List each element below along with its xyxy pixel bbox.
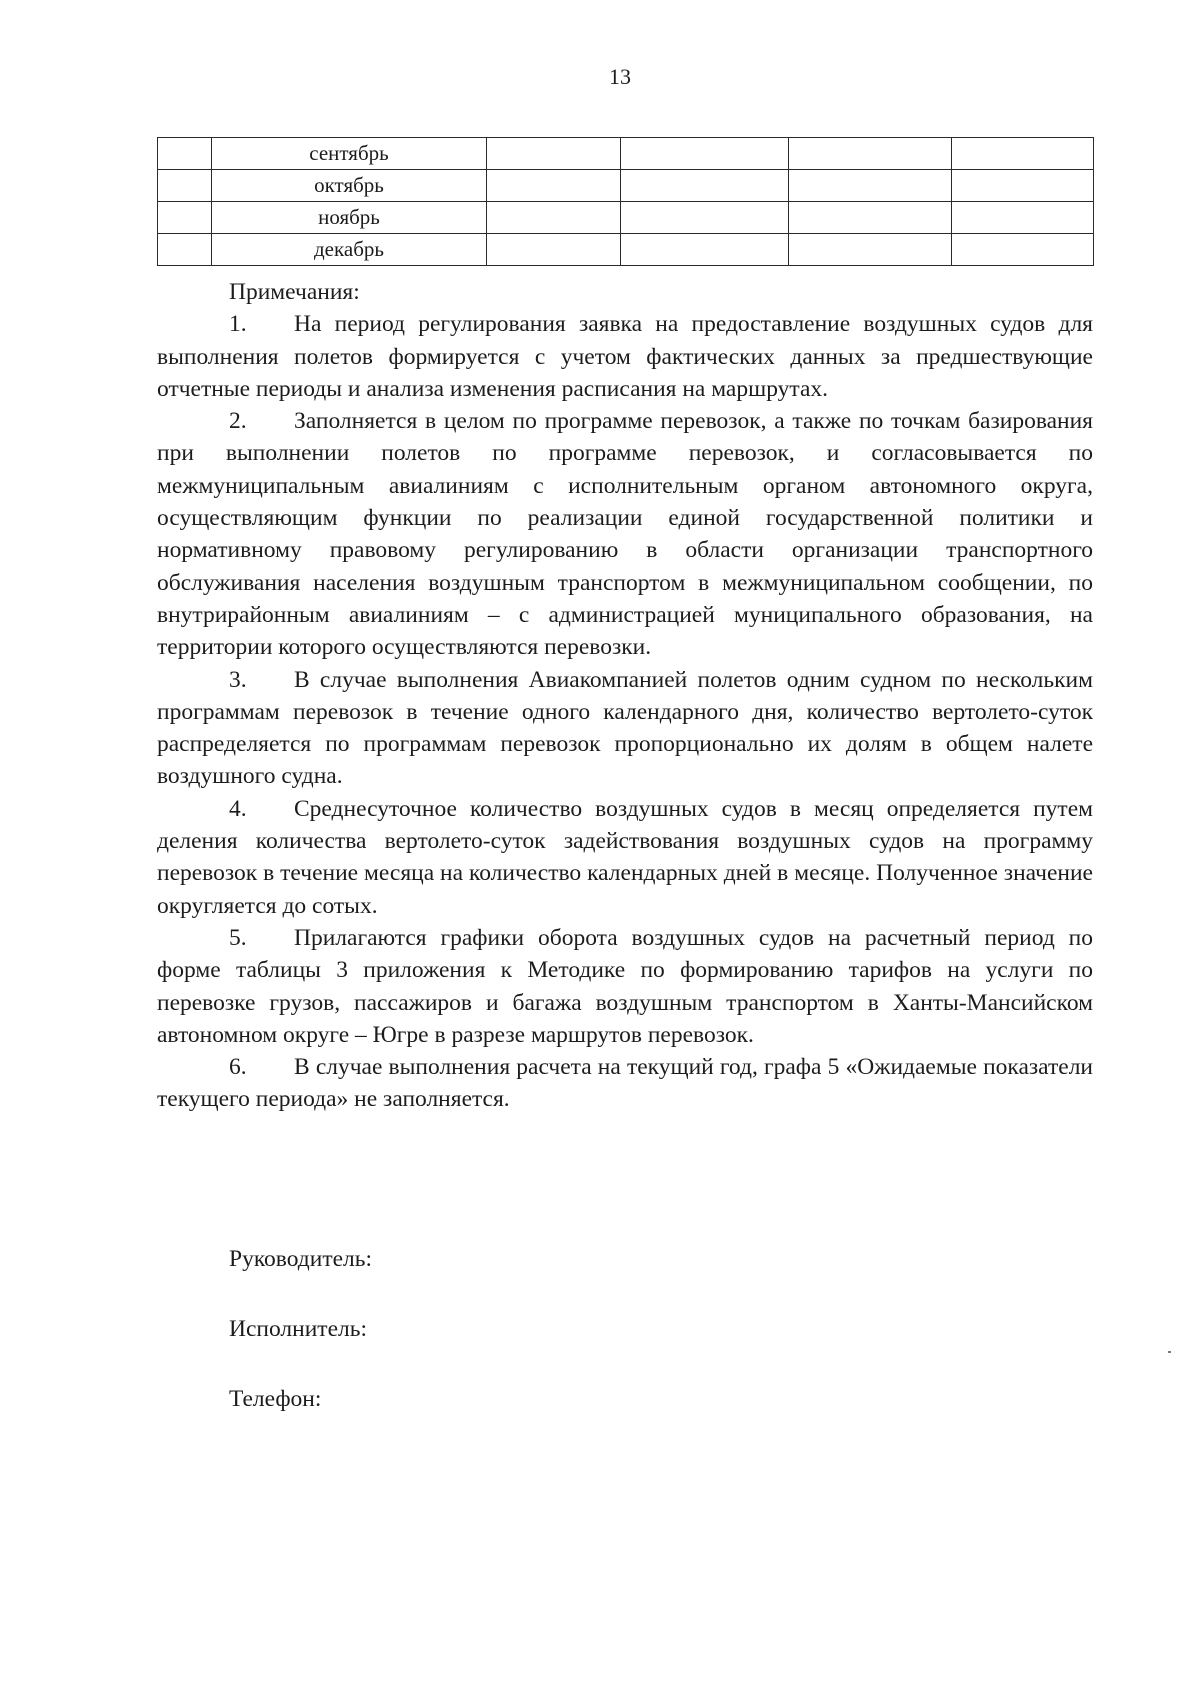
note-item bbox=[157, 1051, 1093, 1116]
note-item bbox=[157, 793, 1093, 922]
value-cell bbox=[952, 202, 1094, 234]
value-cell bbox=[487, 170, 621, 202]
table-row bbox=[158, 202, 1094, 234]
note-text: В случае выполнения Авиакомпанией полетов одним судном по нескольким программам перевозок в течение одного календарного дня, количество вертолето-суток распределяется по программам перевозок пропорционально их долям в общем налете воздушного судна. bbox=[157, 666, 1093, 790]
month-cell: сентябрь bbox=[212, 138, 487, 170]
value-cell bbox=[621, 138, 789, 170]
month-cell: октябрь bbox=[212, 170, 487, 202]
value-cell bbox=[952, 170, 1094, 202]
value-cell bbox=[621, 170, 789, 202]
note-text: Прилагаются графики оборота воздушных судов на расчетный период по форме таблицы 3 приложения к Методике по формированию тарифов на услуги по перевозке грузов, пассажиров и багажа воздушным транспортом в Ханты-Мансийском автономном округе – Югре в разрезе маршрутов перевозок. bbox=[157, 924, 1093, 1048]
note-item bbox=[157, 922, 1093, 1051]
value-cell bbox=[487, 234, 621, 266]
value-cell bbox=[487, 138, 621, 170]
value-cell bbox=[789, 234, 952, 266]
note-item bbox=[157, 405, 1093, 663]
notes-heading: Примечания: bbox=[229, 279, 360, 305]
note-item bbox=[157, 664, 1093, 793]
row-number-cell bbox=[158, 170, 212, 202]
table-row bbox=[158, 170, 1094, 202]
note-number: 2. bbox=[229, 408, 247, 435]
table-row bbox=[158, 138, 1094, 170]
table-row bbox=[158, 234, 1094, 266]
row-number-cell bbox=[158, 234, 212, 266]
month-cell: декабрь bbox=[212, 234, 487, 266]
note-number: 1. bbox=[229, 311, 247, 338]
value-cell bbox=[952, 234, 1094, 266]
note-text: Среднесуточное количество воздушных судов в месяц определяется путем деления количества вертолето-суток задействования воздушных судов на программу перевозок в течение месяца на количество календарных дней в месяце. Полученное значение округляется до сотых. bbox=[157, 795, 1093, 919]
page-number: 13 bbox=[609, 64, 631, 89]
month-cell: ноябрь bbox=[212, 202, 487, 234]
value-cell bbox=[621, 202, 789, 234]
note-text: В случае выполнения расчета на текущий год, графа 5 «Ожидаемые показатели текущего периода» не заполняется. bbox=[157, 1054, 1093, 1113]
note-text: На период регулирования заявка на предоставление воздушных судов для выполнения полетов формируется с учетом фактических данных за предшествующие отчетные периоды и анализа изменения расписания на маршрутах. bbox=[157, 311, 1093, 402]
value-cell bbox=[487, 202, 621, 234]
executor-signature-label: Исполнитель: bbox=[229, 1316, 367, 1342]
value-cell bbox=[789, 170, 952, 202]
note-number: 3. bbox=[229, 666, 247, 693]
months-table bbox=[157, 137, 1094, 266]
scan-mark bbox=[1168, 1351, 1171, 1353]
row-number-cell bbox=[158, 138, 212, 170]
note-text: Заполняется в целом по программе перевозок, а также по точкам базирования при выполнении полетов по программе перевозок, и согласовывается по межмуниципальным авиалиниям с исполнительным органом автономного округа, осуществляющим функции по реализации единой государственной политики и нормативному правовому регулированию в области организации транспортного обслуживания населения воздушным транспортом в межмуниципальном сообщении, по внутрирайонным авиалиниям – с администрацией муниципального образования, на территории которого осуществляются перевозки. bbox=[157, 408, 1093, 661]
phone-label: Телефон: bbox=[229, 1386, 322, 1412]
value-cell bbox=[789, 202, 952, 234]
head-signature-label: Руководитель: bbox=[229, 1246, 373, 1272]
value-cell bbox=[789, 138, 952, 170]
note-item bbox=[157, 308, 1093, 405]
notes-list bbox=[157, 308, 1093, 1115]
note-number: 4. bbox=[229, 795, 247, 822]
notes-section bbox=[157, 276, 1093, 1116]
row-number-cell bbox=[158, 202, 212, 234]
value-cell bbox=[621, 234, 789, 266]
note-number: 6. bbox=[229, 1054, 247, 1081]
note-number: 5. bbox=[229, 924, 247, 951]
value-cell bbox=[952, 138, 1094, 170]
